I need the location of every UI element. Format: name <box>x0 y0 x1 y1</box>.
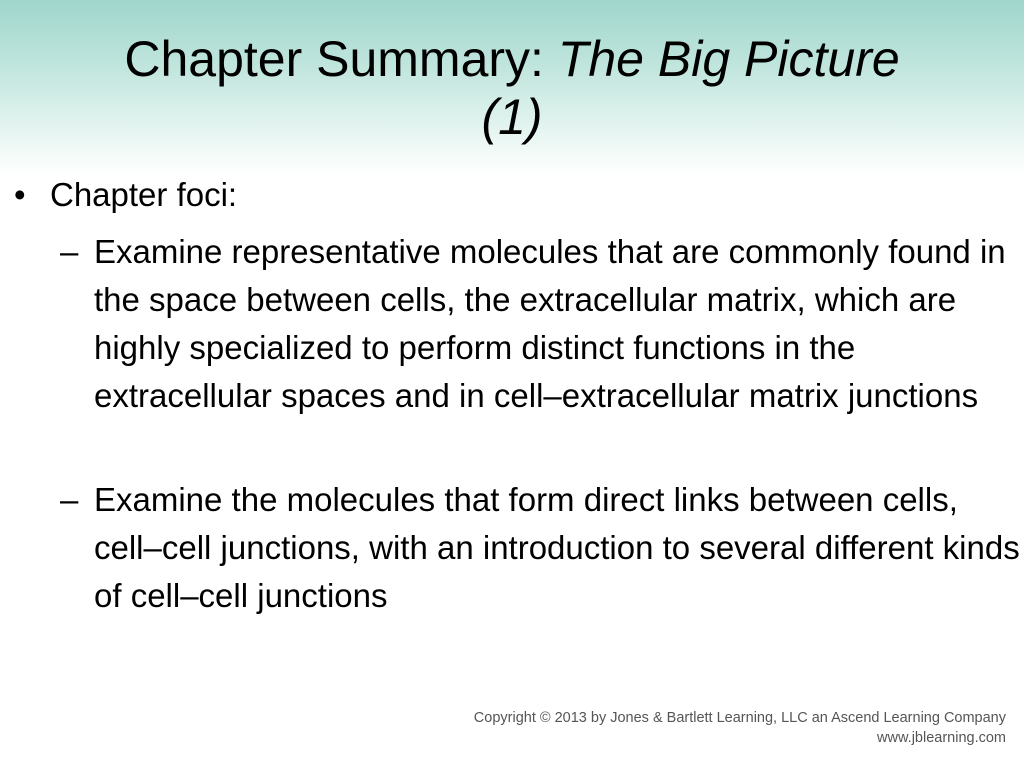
subpoint-text: Examine the molecules that form direct links between cells, cell–cell junctions, with an introduction to several different kinds of cell–cell junctions <box>94 481 1020 614</box>
dash-marker: – <box>60 481 79 518</box>
publisher-url: www.jblearning.com <box>877 730 1006 746</box>
title-main: Chapter Summary: <box>124 31 558 87</box>
bullet-dot: • <box>14 176 26 213</box>
bullet-label: Chapter foci: <box>50 176 238 213</box>
title-italic-line2: (1) <box>481 89 543 145</box>
subpoint-extracellular-matrix <box>60 228 1020 420</box>
title-italic: The Big Picture <box>557 31 900 87</box>
copyright-notice <box>474 708 1006 748</box>
bullet-chapter-foci <box>14 172 237 218</box>
slide-title <box>0 30 1024 146</box>
dash-marker: – <box>60 233 79 270</box>
subpoint-cell-junctions <box>60 476 1020 620</box>
subpoint-text: Examine representative molecules that are commonly found in the space between cells, the extracellular matrix, which are highly specialized to perform distinct functions in the extracellular spaces and in cell–extracellular matrix junctions <box>94 233 1006 414</box>
copyright-line: Copyright © 2013 by Jones & Bartlett Learning, LLC an Ascend Learning Company <box>473 710 1006 726</box>
